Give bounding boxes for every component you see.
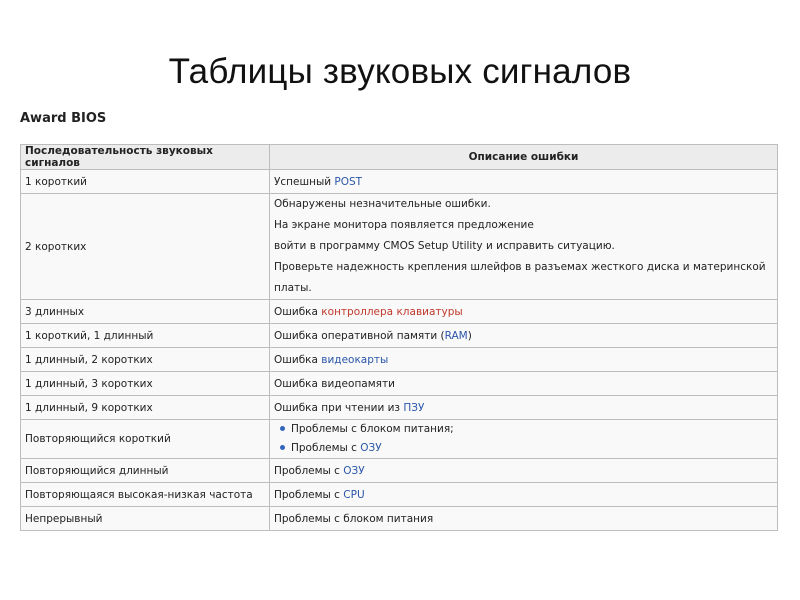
table-row (21, 396, 778, 420)
beep-codes-table (20, 144, 778, 531)
table-row (21, 348, 778, 372)
table-row (21, 324, 778, 348)
signal-cell: Повторяющаяся высокая-низкая частота (21, 483, 270, 507)
table-row (21, 483, 778, 507)
signal-cell: Повторяющийся длинный (21, 459, 270, 483)
description-cell: Ошибка оперативной памяти (RAM) (270, 324, 778, 348)
description-cell (270, 420, 778, 459)
signal-cell: 1 короткий (21, 170, 270, 194)
signal-cell: Повторяющийся короткий (21, 420, 270, 459)
description-cell: Ошибка при чтении из ПЗУ (270, 396, 778, 420)
description-line: На экране монитора появляется предложение (274, 219, 534, 231)
description-cell: Ошибка контроллера клавиатуры (270, 300, 778, 324)
signal-cell: 1 длинный, 3 коротких (21, 372, 270, 396)
slide-title: Таблицы звуковых сигналов (168, 52, 632, 91)
table-row (21, 170, 778, 194)
description-cell: Проблемы с ОЗУ (270, 459, 778, 483)
description-cell: Проблемы с блоком питания (270, 507, 778, 531)
rom-link[interactable]: ПЗУ (403, 401, 425, 414)
description-cell: Успешный POST (270, 170, 778, 194)
ozu-link[interactable]: ОЗУ (360, 442, 382, 454)
description-cell (270, 194, 778, 300)
signal-cell: 2 коротких (21, 194, 270, 300)
signal-cell: 1 короткий, 1 длинный (21, 324, 270, 348)
table-header-row (21, 145, 778, 170)
list-item: Проблемы с ОЗУ (280, 439, 773, 458)
column-header-signal: Последовательность звуковых сигналов (21, 145, 270, 170)
list-item: Проблемы с блоком питания; (280, 420, 773, 439)
ram-link[interactable]: RAM (444, 329, 468, 342)
description-cell: Ошибка видеокарты (270, 348, 778, 372)
cpu-link[interactable]: CPU (343, 488, 365, 501)
description-line: войти в программу CMOS Setup Utility и исправить ситуацию. (274, 240, 615, 252)
post-link[interactable]: POST (334, 175, 363, 188)
description-cell: Ошибка видеопамяти (270, 372, 778, 396)
signal-cell: 1 длинный, 2 коротких (21, 348, 270, 372)
description-line: Проверьте надежность крепления шлейфов в разъемах жесткого диска и материнской платы. (274, 261, 766, 294)
bullet-icon (280, 445, 285, 450)
keyboard-controller-link[interactable]: контроллера клавиатуры (321, 305, 463, 318)
table-row (21, 459, 778, 483)
bullet-icon (280, 426, 285, 431)
bullet-list (274, 420, 773, 458)
ozu-link[interactable]: ОЗУ (343, 464, 365, 477)
section-heading: Award BIOS (20, 111, 107, 126)
description-cell: Проблемы с CPU (270, 483, 778, 507)
description-line: Обнаружены незначительные ошибки. (274, 198, 491, 210)
table-row (21, 372, 778, 396)
videocard-link[interactable]: видеокарты (321, 353, 389, 366)
table-row (21, 194, 778, 300)
table-row (21, 300, 778, 324)
table-row (21, 420, 778, 459)
table-row (21, 507, 778, 531)
signal-cell: 1 длинный, 9 коротких (21, 396, 270, 420)
signal-cell: 3 длинных (21, 300, 270, 324)
column-header-description: Описание ошибки (270, 145, 778, 170)
signal-cell: Непрерывный (21, 507, 270, 531)
